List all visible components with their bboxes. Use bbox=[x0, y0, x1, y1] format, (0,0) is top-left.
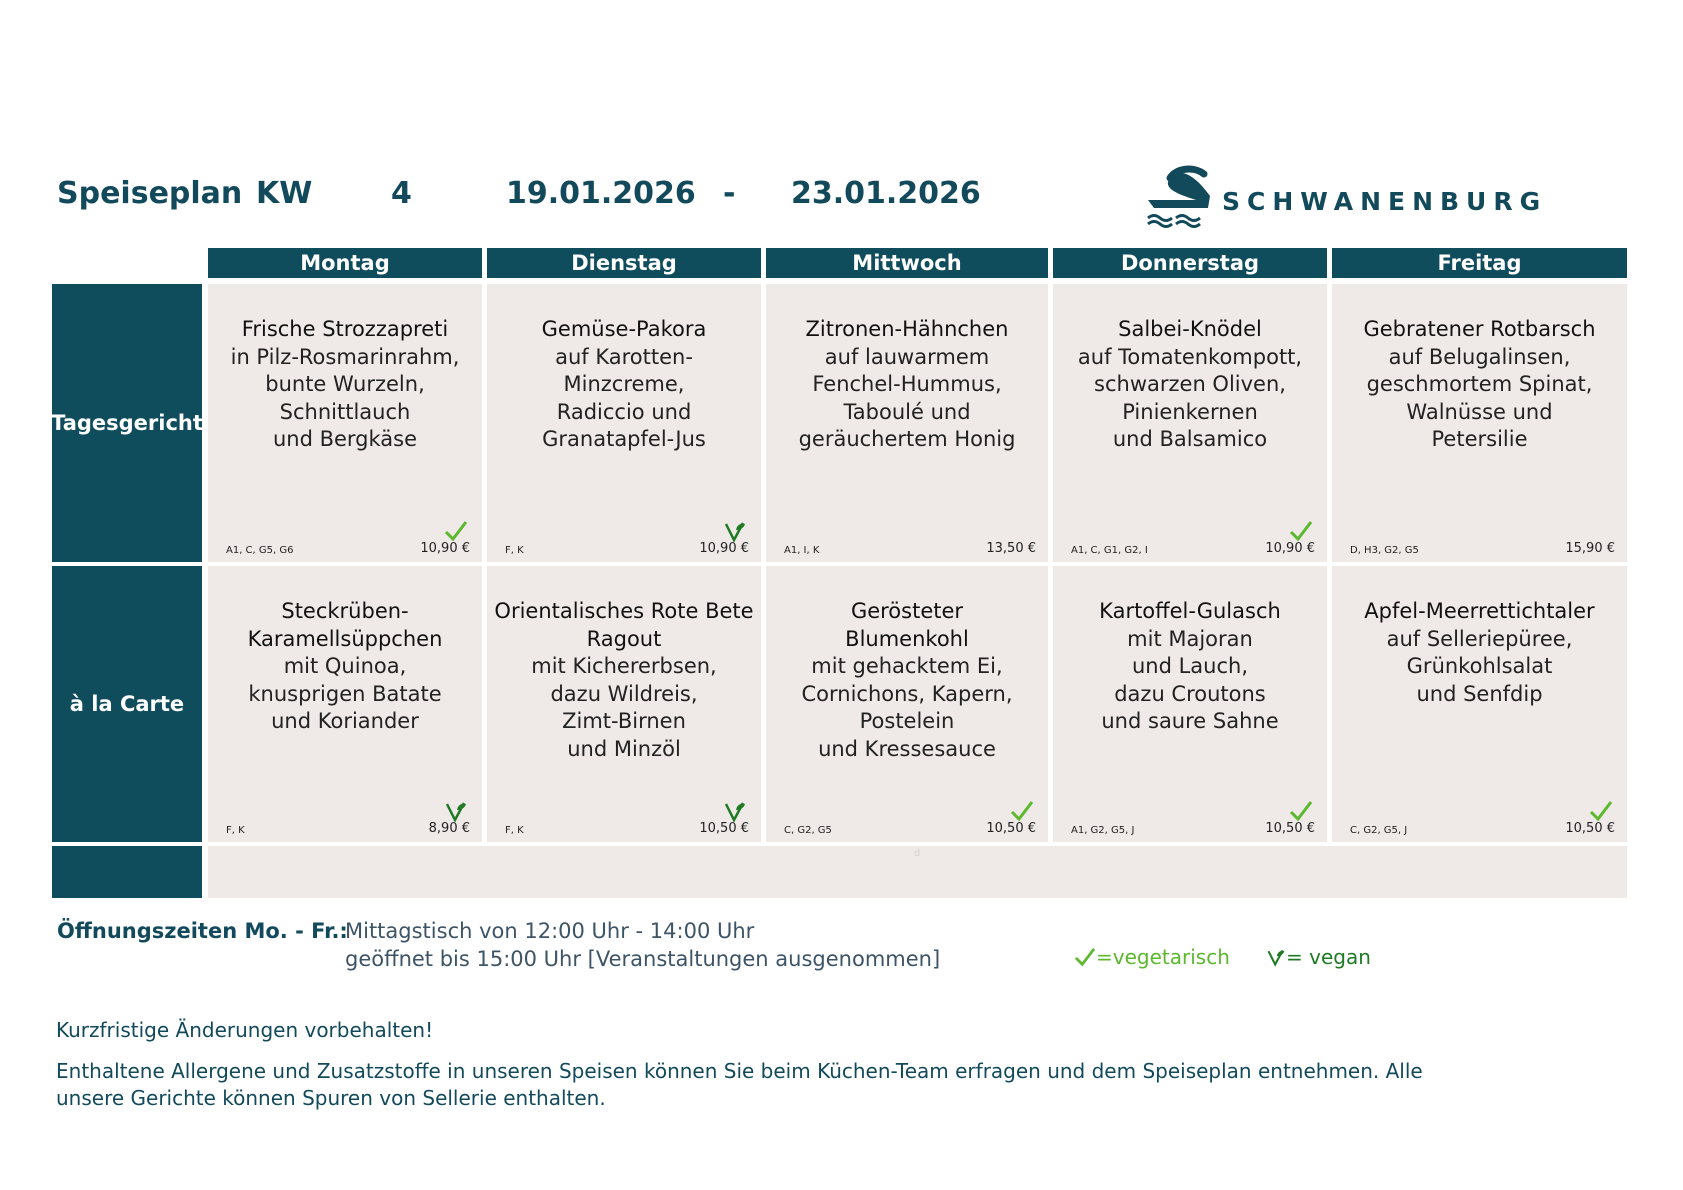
menu-cell-tagesgericht-freitag bbox=[1332, 284, 1627, 562]
menu-title: Speiseplan bbox=[57, 176, 243, 211]
faint-mark: d bbox=[914, 848, 921, 859]
vegan-leaf-icon bbox=[1266, 947, 1286, 967]
day-header-montag: Montag bbox=[208, 248, 482, 278]
allergen-codes: C, G2, G5, J bbox=[1350, 825, 1408, 836]
dish-description: mit gehacktem Ei, Cornichons, Kapern, Postelein und Kressesauce bbox=[801, 654, 1013, 761]
allergen-codes: F, K bbox=[226, 825, 245, 836]
row-label-a-la-carte bbox=[52, 566, 202, 842]
price: 10,50 € bbox=[986, 821, 1036, 836]
vegetarian-check-icon bbox=[1010, 800, 1034, 822]
price: 10,90 € bbox=[699, 541, 749, 556]
menu-cell-tagesgericht-donnerstag bbox=[1053, 284, 1327, 562]
dish-title: Gebratener Rotbarsch bbox=[1363, 317, 1596, 341]
dish-title: Frische Strozzapreti bbox=[241, 317, 449, 341]
allergen-note: Enthaltene Allergene und Zusatzstoffe in unseren Speisen können Sie beim Küchen-Team erfragen und dem Speiseplan entnehmen. Alle unsere Gerichte können Spuren von Sellerie enthalten. bbox=[56, 1059, 1423, 1110]
price: 8,90 € bbox=[428, 821, 470, 836]
menu-cell-a-la-carte-dienstag bbox=[487, 566, 761, 842]
dish-description: auf Belugalinsen, geschmortem Spinat, Walnüsse und Petersilie bbox=[1366, 344, 1593, 451]
vegetarian-check-icon bbox=[1289, 520, 1313, 542]
price: 10,50 € bbox=[1565, 821, 1615, 836]
menu-cell-tagesgericht-montag bbox=[208, 284, 482, 562]
allergen-codes: C, G2, G5 bbox=[784, 825, 832, 836]
dish-title: Kartoffel-Gulasch bbox=[1099, 599, 1281, 623]
allergen-codes: F, K bbox=[505, 545, 524, 556]
dish-description: auf Tomatenkompott, schwarzen Oliven, Pinienkernen und Balsamico bbox=[1077, 344, 1303, 451]
date-to: 23.01.2026 bbox=[791, 176, 981, 211]
date-from: 19.01.2026 bbox=[506, 176, 696, 211]
row-label-text: à la Carte bbox=[69, 692, 185, 716]
kw-number: 4 bbox=[391, 176, 412, 211]
price: 10,50 € bbox=[1265, 821, 1315, 836]
legend-vegetarian bbox=[1074, 945, 1230, 969]
dish-description: mit Kichererbsen, dazu Wildreis, Zimt-Birnen und Minzöl bbox=[531, 654, 717, 761]
dish-title: Gemüse-Pakora bbox=[541, 317, 707, 341]
menu-cell-a-la-carte-donnerstag bbox=[1053, 566, 1327, 842]
dish-description: auf Selleriepüree, Grünkohlsalat und Senfdip bbox=[1386, 626, 1573, 706]
dish-description: mit Majoran und Lauch, dazu Croutons und saure Sahne bbox=[1101, 626, 1279, 733]
date-separator: - bbox=[723, 176, 736, 211]
vegetarian-check-icon bbox=[444, 520, 468, 542]
opening-hours-line-2: geöffnet bis 15:00 Uhr [Veranstaltungen ausgenommen] bbox=[345, 947, 941, 971]
dish-title: Orientalisches Rote Bete Ragout bbox=[494, 599, 754, 651]
brand-name: SCHWANENBURG bbox=[1222, 187, 1548, 216]
day-header-dienstag: Dienstag bbox=[487, 248, 761, 278]
legend-vegetarian-text: =vegetarisch bbox=[1096, 945, 1230, 969]
dish-description: auf Karotten- Minzcreme, Radiccio und Granatapfel-Jus bbox=[542, 344, 706, 451]
allergen-codes: A1, C, G1, G2, I bbox=[1071, 545, 1148, 556]
allergen-codes: A1, I, K bbox=[784, 545, 820, 556]
vegan-leaf-icon bbox=[444, 800, 468, 822]
allergen-codes: F, K bbox=[505, 825, 524, 836]
opening-hours-line-1: Mittagstisch von 12:00 Uhr - 14:00 Uhr bbox=[345, 919, 755, 943]
price: 13,50 € bbox=[986, 541, 1036, 556]
dish-description: in Pilz-Rosmarinrahm, bunte Wurzeln, Schnittlauch und Bergkäse bbox=[230, 344, 460, 451]
menu-cell-tagesgericht-mittwoch bbox=[766, 284, 1048, 562]
legend-vegan-text: = vegan bbox=[1286, 945, 1371, 969]
day-header-freitag: Freitag bbox=[1332, 248, 1627, 278]
price: 10,90 € bbox=[420, 541, 470, 556]
row-label-empty bbox=[52, 846, 202, 898]
vegan-leaf-icon bbox=[723, 800, 747, 822]
menu-cell-a-la-carte-montag bbox=[208, 566, 482, 842]
dish-description: auf lauwarmem Fenchel-Hummus, Taboulé und geräuchertem Honig bbox=[798, 344, 1016, 451]
vegetarian-check-icon bbox=[1074, 947, 1096, 967]
vegetarian-check-icon bbox=[1589, 800, 1613, 822]
price: 10,90 € bbox=[1265, 541, 1315, 556]
menu-cell-a-la-carte-freitag bbox=[1332, 566, 1627, 842]
legend-vegan bbox=[1266, 945, 1371, 969]
vegetarian-check-icon bbox=[1289, 800, 1313, 822]
price: 15,90 € bbox=[1565, 541, 1615, 556]
allergen-codes: A1, C, G5, G6 bbox=[226, 545, 294, 556]
dish-title: Zitronen-Hähnchen bbox=[805, 317, 1009, 341]
dish-description: mit Quinoa, knusprigen Batate und Koriander bbox=[248, 654, 442, 733]
menu-cell-tagesgericht-dienstag bbox=[487, 284, 761, 562]
empty-menu-row bbox=[208, 846, 1627, 898]
vegan-leaf-icon bbox=[723, 520, 747, 542]
day-header-donnerstag: Donnerstag bbox=[1053, 248, 1327, 278]
price: 10,50 € bbox=[699, 821, 749, 836]
allergen-codes: D, H3, G2, G5 bbox=[1350, 545, 1419, 556]
menu-cell-a-la-carte-mittwoch bbox=[766, 566, 1048, 842]
kw-label: KW bbox=[256, 176, 313, 211]
dish-title: Apfel-Meerrettichtaler bbox=[1364, 599, 1595, 623]
allergen-codes: A1, G2, G5, J bbox=[1071, 825, 1135, 836]
day-header-mittwoch: Mittwoch bbox=[766, 248, 1048, 278]
dish-title: Steckrüben- Karamellsüppchen bbox=[247, 599, 443, 651]
dish-title: Salbei-Knödel bbox=[1118, 317, 1262, 341]
opening-hours-label: Öffnungszeiten Mo. - Fr.: bbox=[57, 919, 348, 943]
dish-title: Gerösteter Blumenkohl bbox=[845, 599, 969, 651]
changes-note: Kurzfristige Änderungen vorbehalten! bbox=[56, 1018, 434, 1042]
row-label-text: Tagesgericht bbox=[51, 411, 203, 435]
row-label-tagesgericht bbox=[52, 284, 202, 562]
